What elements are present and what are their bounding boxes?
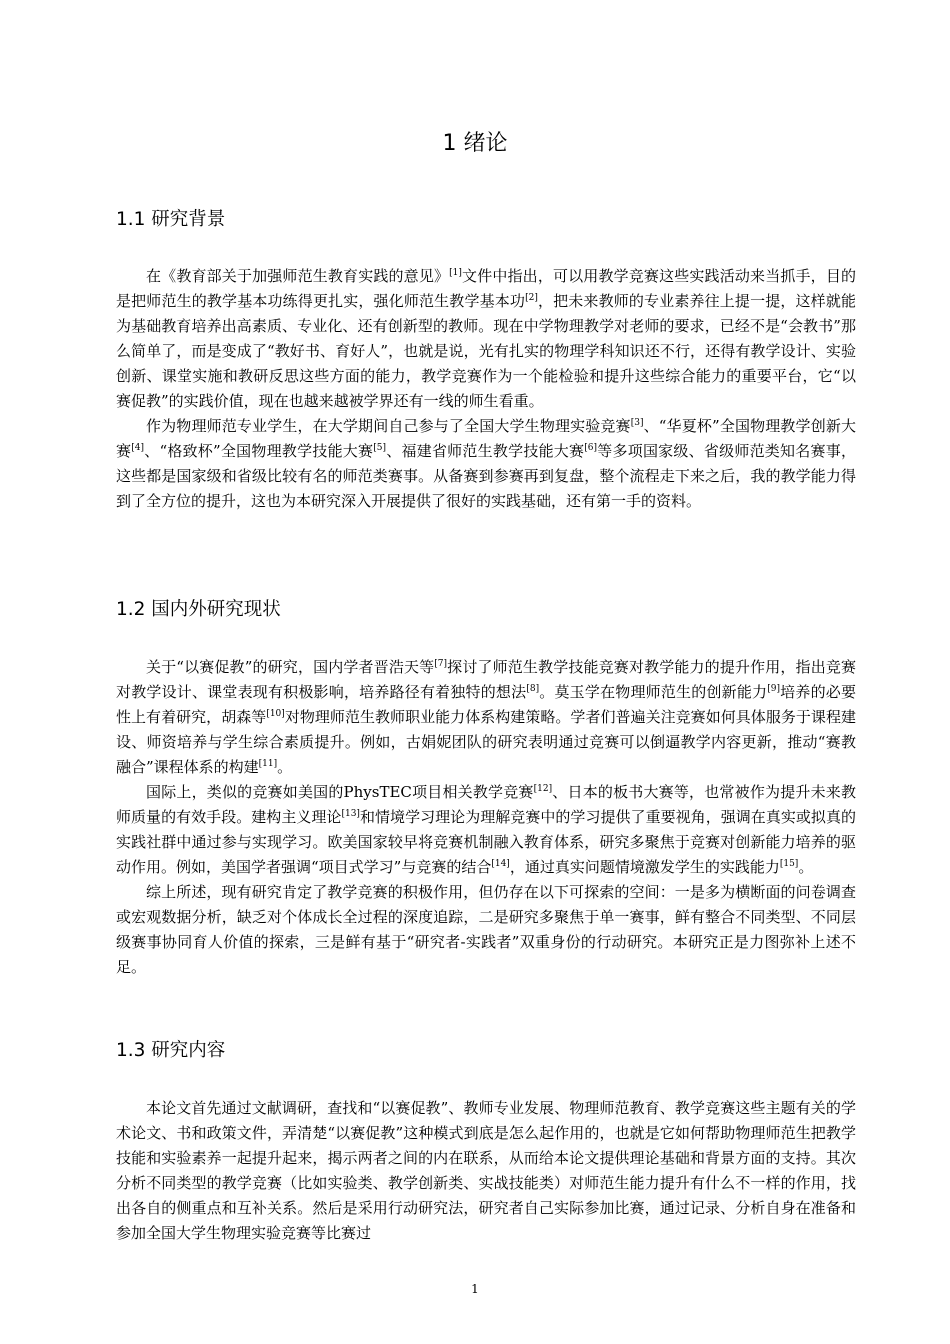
paragraph: [116, 655, 856, 780]
paragraph-text: 。: [798, 858, 814, 876]
citation-ref: [2]: [525, 293, 538, 303]
paragraph-text: 和情境学习理论为理解竞赛中的学习提供了重要视角，强调在真实或拟真的实践社群中通过参与实现学习。欧美国家较早将竞赛机制融入教育体系，研究多聚焦于竞赛对创新能力培养的驱动作用。例如，美国学者强调“项目式学习”与竞赛的结合: [116, 808, 856, 876]
section-heading-research-status: 1.2 国内外研究现状: [116, 599, 281, 620]
paragraph-text: 、“华夏杯”全国物理教学创新大赛: [116, 417, 856, 460]
citation-ref: [5]: [373, 443, 387, 453]
paragraph: [116, 880, 856, 980]
paragraph-text: 、“格致杯”全国物理教学技能大赛: [143, 442, 374, 460]
paragraph: [116, 780, 856, 880]
paragraph-text: 国际上，类似的竞赛如美国的PhysTEC项目相关教学竞赛: [146, 783, 534, 801]
paragraph: [116, 414, 856, 514]
citation-ref: [4]: [131, 443, 144, 453]
paragraph-text: ，通过真实问题情境激发学生的实践能力: [509, 858, 780, 876]
citation-ref: [3]: [630, 418, 644, 428]
citation-ref: [14]: [491, 859, 510, 869]
paragraph-text: 综上所述，现有研究肯定了教学竞赛的积极作用，但仍存在以下可探索的空间：一是多为横断面的问卷调查或宏观数据分析，缺乏对个体成长全过程的深度追踪，二是研究多聚焦于单一赛事，鲜有整合不同类型、不同层级赛事协同育人价值的探索，三是鲜有基于“研究者-实践者”双重身份的行动研究。本研究正是力图弥补上述不足。: [116, 883, 856, 976]
section-heading-research-content: 1.3 研究内容: [116, 1040, 226, 1061]
citation-ref: [13]: [341, 809, 360, 819]
citation-ref: [15]: [779, 859, 799, 869]
paragraph-text: 等多项国家级、省级师范类知名赛事，这些都是国家级和省级比较有名的师范类赛事。从备赛到参赛再到复盘，整个流程走下来之后，我的教学能力得到了全方位的提升，这也为本研究深入开展提供了很好的实践基础，还有第一手的资料。: [116, 442, 856, 510]
citation-ref: [8]: [526, 684, 540, 694]
section-body-background: [116, 264, 856, 514]
paragraph-text: 作为物理师范专业学生，在大学期间自己参与了全国大学生物理实验竞赛: [146, 417, 631, 435]
citation-ref: [6]: [584, 443, 598, 453]
paragraph: [116, 264, 856, 414]
paragraph-text: 对物理师范生教师职业能力体系构建策略。学者们普遍关注竞赛如何具体服务于课程建设、师资培养与学生综合素质提升。例如，古娟妮团队的研究表明通过竞赛可以倒逼教学内容更新，推动“赛教融合”课程体系的构建: [116, 708, 856, 776]
paragraph-text: 关于“以赛促教”的研究，国内学者晋浩天等: [146, 658, 435, 676]
section-body-research-status: [116, 655, 856, 980]
paragraph: [116, 1096, 856, 1246]
page-number: 1: [471, 1282, 479, 1296]
citation-ref: [10]: [266, 709, 285, 719]
section-heading-background: 1.1 研究背景: [116, 209, 226, 230]
paragraph-text: 培养的必要性上有着研究，胡森等: [116, 683, 856, 726]
citation-ref: [7]: [434, 659, 448, 669]
section-body-research-content: [116, 1096, 856, 1246]
chapter-title: 1 绪论: [442, 131, 508, 156]
paragraph-text: 探讨了师范生教学技能竞赛对教学能力的提升作用，指出竞赛对教学设计、课堂表现有积极影响，培养路径有着独特的想法: [116, 658, 856, 701]
citation-ref: [9]: [767, 684, 780, 694]
citation-ref: [11]: [258, 759, 278, 769]
paragraph-text: 、日本的板书大赛等，也常被作为提升未来教师质量的有效手段。建构主义理论: [116, 783, 856, 826]
paragraph-text: 。: [277, 758, 293, 776]
paragraph-text: 。莫玉学在物理师范生的创新能力: [539, 683, 768, 701]
paragraph-text: 文件中指出，可以用教学竞赛这些实践活动来当抓手，目的是把师范生的教学基本功练得更扎实，强化师范生教学基本功: [116, 267, 856, 310]
paragraph-text: 、福建省师范生教学技能大赛: [386, 442, 585, 460]
paragraph-text: 在《教育部关于加强师范生教育实践的意见》: [146, 267, 450, 285]
citation-ref: [12]: [533, 784, 553, 794]
paragraph-text: 本论文首先通过文献调研，查找和“以赛促教”、教师专业发展、物理师范教育、教学竞赛这些主题有关的学术论文、书和政策文件，弄清楚“以赛促教”这种模式到底是怎么起作用的，也就是它如何帮助物理师范生把教学技能和实验素养一起提升起来，揭示两者之间的内在联系，从而给本论文提供理论基础和背景方面的支持。其次分析不同类型的教学竞赛（比如实验类、教学创新类、实战技能类）对师范生能力提升有什么不一样的作用，找出各自的侧重点和互补关系。然后是采用行动研究法，研究者自己实际参加比赛，通过记录、分析自身在准备和参加全国大学生物理实验竞赛等比赛过: [116, 1099, 856, 1242]
paragraph-text: ，把未来教师的专业素养往上提一提，这样就能为基础教育培养出高素质、专业化、还有创新型的教师。现在中学物理教学对老师的要求，已经不是“会教书”那么简单了，而是变成了“教好书、育好人”，也就是说，光有扎实的物理学科知识还不行，还得有教学设计、实验创新、课堂实施和教研反思这些方面的能力，教学竞赛作为一个能检验和提升这些综合能力的重要平台，它“以赛促教”的实践价值，现在也越来越被学界还有一线的师生看重。: [116, 292, 856, 410]
citation-ref: [1]: [449, 268, 462, 278]
